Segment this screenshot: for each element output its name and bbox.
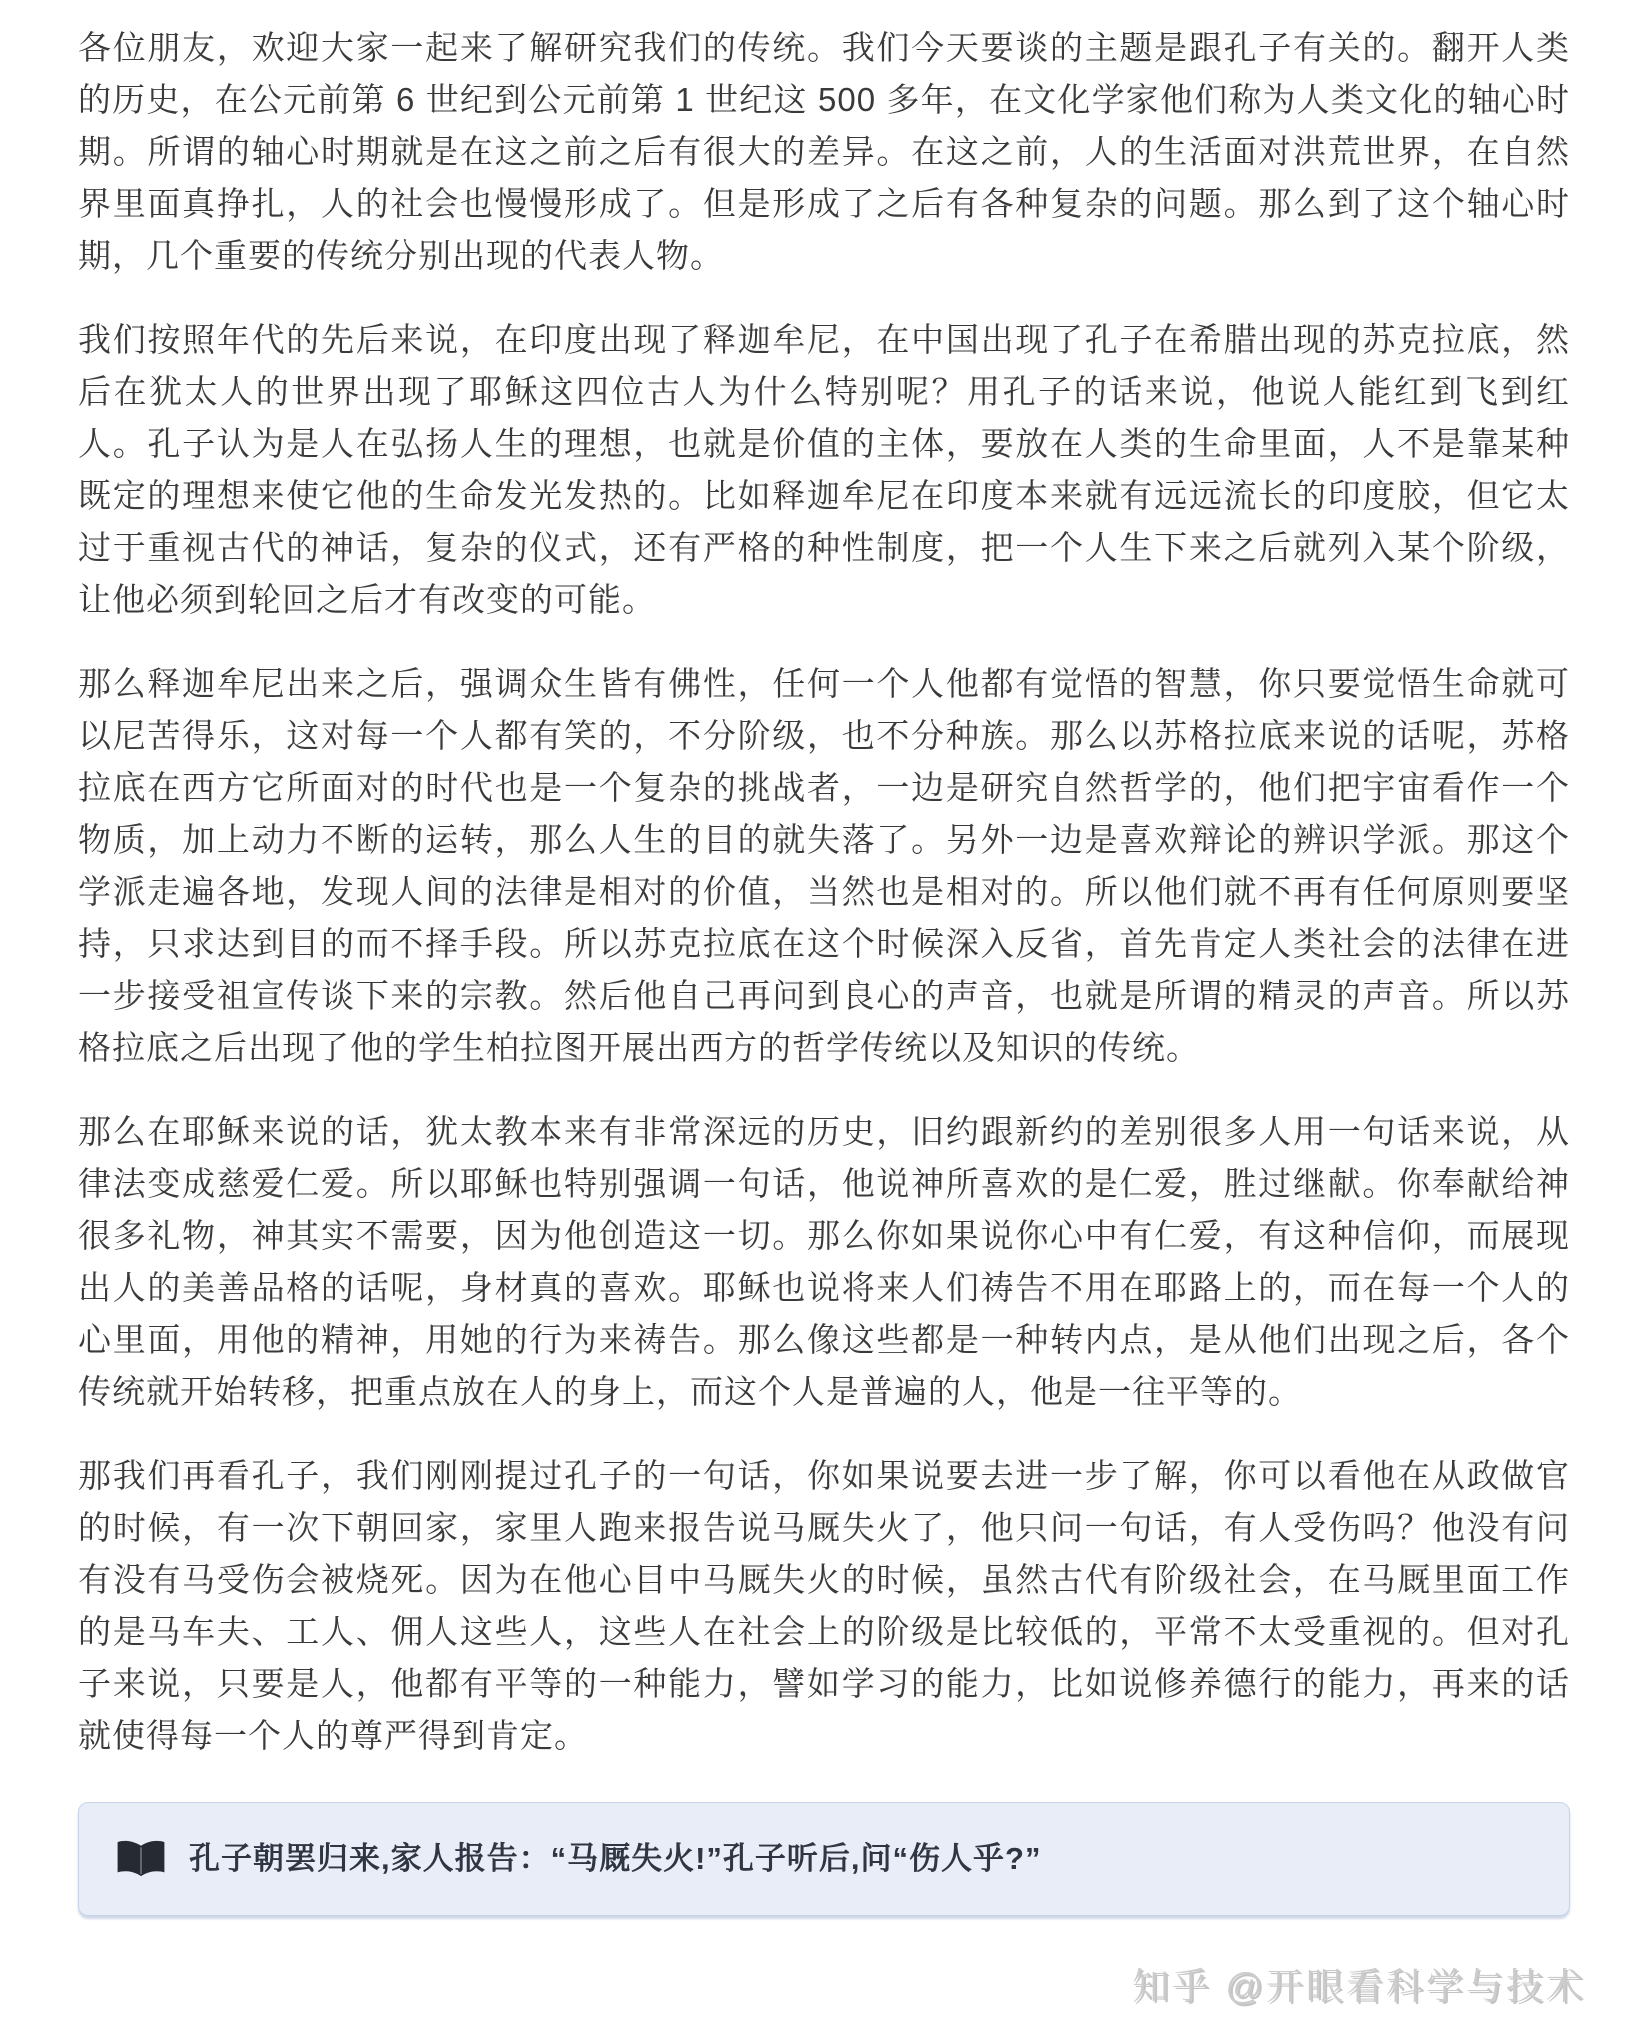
paragraph: 那我们再看孔子，我们刚刚提过孔子的一句话，你如果说要去进一步了解，你可以看他在从政做官的时候，有一次下朝回家，家里人跑来报告说马厩失火了，他只问一句话，有人受伤吗？他没有问有没有马受伤会被烧死。因为在他心目中马厩失火的时候，虽然古代有阶级社会，在马厩里面工作的是马车夫、工人、佣人这些人，这些人在社会上的阶级是比较低的，平常不太受重视的。但对孔子来说，只要是人，他都有平等的一种能力，譬如学习的能力，比如说修养德行的能力，再来的话就使得每一个人的尊严得到肯定。: [78, 1457, 1570, 1754]
paragraph: 我们按照年代的先后来说，在印度出现了释迦牟尼，在中国出现了孔子在希腊出现的苏克拉底，然后在犹太人的世界出现了耶稣这四位古人为什么特别呢？用孔子的话来说，他说人能红到飞到红人。孔子认为是人在弘扬人生的理想，也就是价值的主体，要放在人类的生命里面，人不是靠某种既定的理想来使它他的生命发光发热的。比如释迦牟尼在印度本来就有远远流长的印度胶，但它太过于重视古代的神话，复杂的仪式，还有严格的种性制度，把一个人生下来之后就列入某个阶级，让他必须到轮回之后才有改变的可能。: [78, 321, 1570, 618]
quote-box: [78, 1802, 1570, 1916]
zhihu-watermark: 知乎 @开眼看科学与技术: [1132, 1966, 1586, 2007]
paragraph: 那么在耶稣来说的话，犹太教本来有非常深远的历史，旧约跟新约的差别很多人用一句话来说，从律法变成慈爱仁爱。所以耶稣也特别强调一句话，他说神所喜欢的是仁爱，胜过继献。你奉献给神很多礼物，神其实不需要，因为他创造这一切。那么你如果说你心中有仁爱，有这种信仰，而展现出人的美善品格的话呢，身材真的喜欢。耶稣也说将来人们祷告不用在耶路上的，而在每一个人的心里面，用他的精神，用她的行为来祷告。那么像这些都是一种转内点，是从他们出现之后，各个传统就开始转移，把重点放在人的身上，而这个人是普遍的人，他是一往平等的。: [78, 1113, 1570, 1410]
paragraph: 各位朋友，欢迎大家一起来了解研究我们的传统。我们今天要谈的主题是跟孔子有关的。翻开人类的历史，在公元前第 6 世纪到公元前第 1 世纪这 500 多年，在文化学家他们称为人类文化的轴心时期。所谓的轴心时期就是在这之前之后有很大的差异。在这之前，人的生活面对洪荒世界，在自然界里面真挣扎，人的社会也慢慢形成了。但是形成了之后有各种复杂的问题。那么到了这个轴心时期，几个重要的传统分别出现的代表人物。: [78, 29, 1570, 274]
quote-text: 孔子朝罢归来,家人报告：“马厩失火!”孔子听后,问“伤人乎?”: [189, 1841, 1042, 1876]
open-book-icon: [115, 1837, 167, 1881]
paragraph: 那么释迦牟尼出来之后，强调众生皆有佛性，任何一个人他都有觉悟的智慧，你只要觉悟生命就可以尼苦得乐，这对每一个人都有笑的，不分阶级，也不分种族。那么以苏格拉底来说的话呢，苏格拉底在西方它所面对的时代也是一个复杂的挑战者，一边是研究自然哲学的，他们把宇宙看作一个物质，加上动力不断的运转，那么人生的目的就失落了。另外一边是喜欢辩论的辨识学派。那这个学派走遍各地，发现人间的法律是相对的价值，当然也是相对的。所以他们就不再有任何原则要坚持，只求达到目的而不择手段。所以苏克拉底在这个时候深入反省，首先肯定人类社会的法律在进一步接受祖宣传谈下来的宗教。然后他自己再问到良心的声音，也就是所谓的精灵的声音。所以苏格拉底之后出现了他的学生柏拉图开展出西方的哲学传统以及知识的传统。: [78, 665, 1570, 1066]
